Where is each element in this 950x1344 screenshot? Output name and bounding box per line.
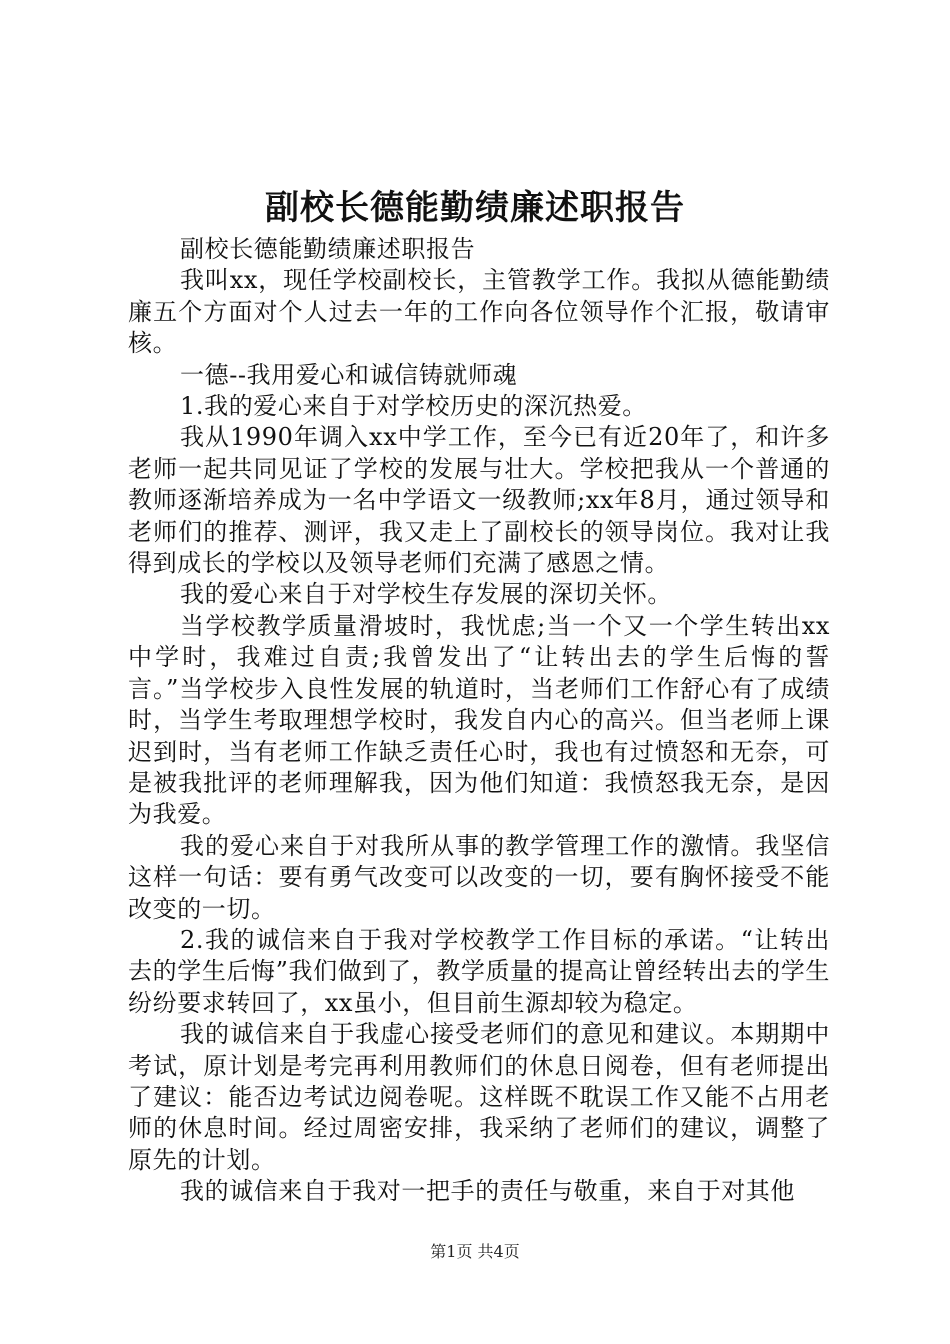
paragraph: 我的爱心来自于对学校生存发展的深切关怀。 [180,580,672,609]
paragraph: 我的爱心来自于对我所从事的教学管理工作的激情。我坚信这样一句话：要有勇气改变可以改变的一切，要有胸怀接受不能改变的一切。 [128,831,830,923]
paragraph: 我从1990年调入xx中学工作，至今已有近20年了，和许多老师一起共同见证了学校的发展与壮大。学校把我从一个普通的教师逐渐培养成为一名中学语文一级教师;xx年8月，通过领导和老师们的推荐、测评，我又走上了副校长的领导岗位。我对让我得到成长的学校以及领导老师们充满了感恩之情。 [128,423,830,578]
paragraph: 我的诚信来自于我对一把手的责任与敬重，来自于对其他 [180,1177,795,1206]
paragraph: 我的诚信来自于我虚心接受老师们的意见和建议。本期期中考试，原计划是考完再利用教师们的休息日阅卷，但有老师提出了建议：能否边考试边阅卷呢。这样既不耽误工作又能不占用老师的休息时间。经过周密安排，我采纳了老师们的建议，调整了原先的计划。 [128,1020,830,1174]
paragraph-item-2: 2.我的诚信来自于我对学校教学工作目标的承诺。“让转出去的学生后悔”我们做到了，教学质量的提高让曾经转出去的学生纷纷要求转回了，xx虽小，但目前生源却较为稳定。 [128,925,830,1017]
paragraph-subtitle: 副校长德能勤绩廉述职报告 [180,235,476,263]
paragraph-item-1: 1.我的爱心来自于对学校历史的深沉热爱。 [180,392,647,421]
document-body [128,234,830,1208]
section-heading-de: 一德--我用爱心和诚信铸就师魂 [180,360,518,389]
page-footer: 第1页 共4页 [430,1242,520,1261]
document-title: 副校长德能勤绩廉述职报告 [265,188,685,228]
paragraph-intro: 我叫xx，现任学校副校长，主管教学工作。我拟从德能勤绩廉五个方面对个人过去一年的工作向各位领导作个汇报，敬请审核。 [128,266,830,358]
paragraph: 当学校教学质量滑坡时，我忧虑;当一个又一个学生转出xx中学时，我难过自责;我曾发出了“让转出去的学生后悔的誓言。”当学校步入良性发展的轨道时，当老师们工作舒心有了成绩时，当学生考取理想学校时，我发自内心的高兴。但当老师上课迟到时，当有老师工作缺乏责任心时，我也有过愤怒和无奈，可是被我批评的老师理解我，因为他们知道：我愤怒我无奈，是因为我爱。 [128,611,830,829]
